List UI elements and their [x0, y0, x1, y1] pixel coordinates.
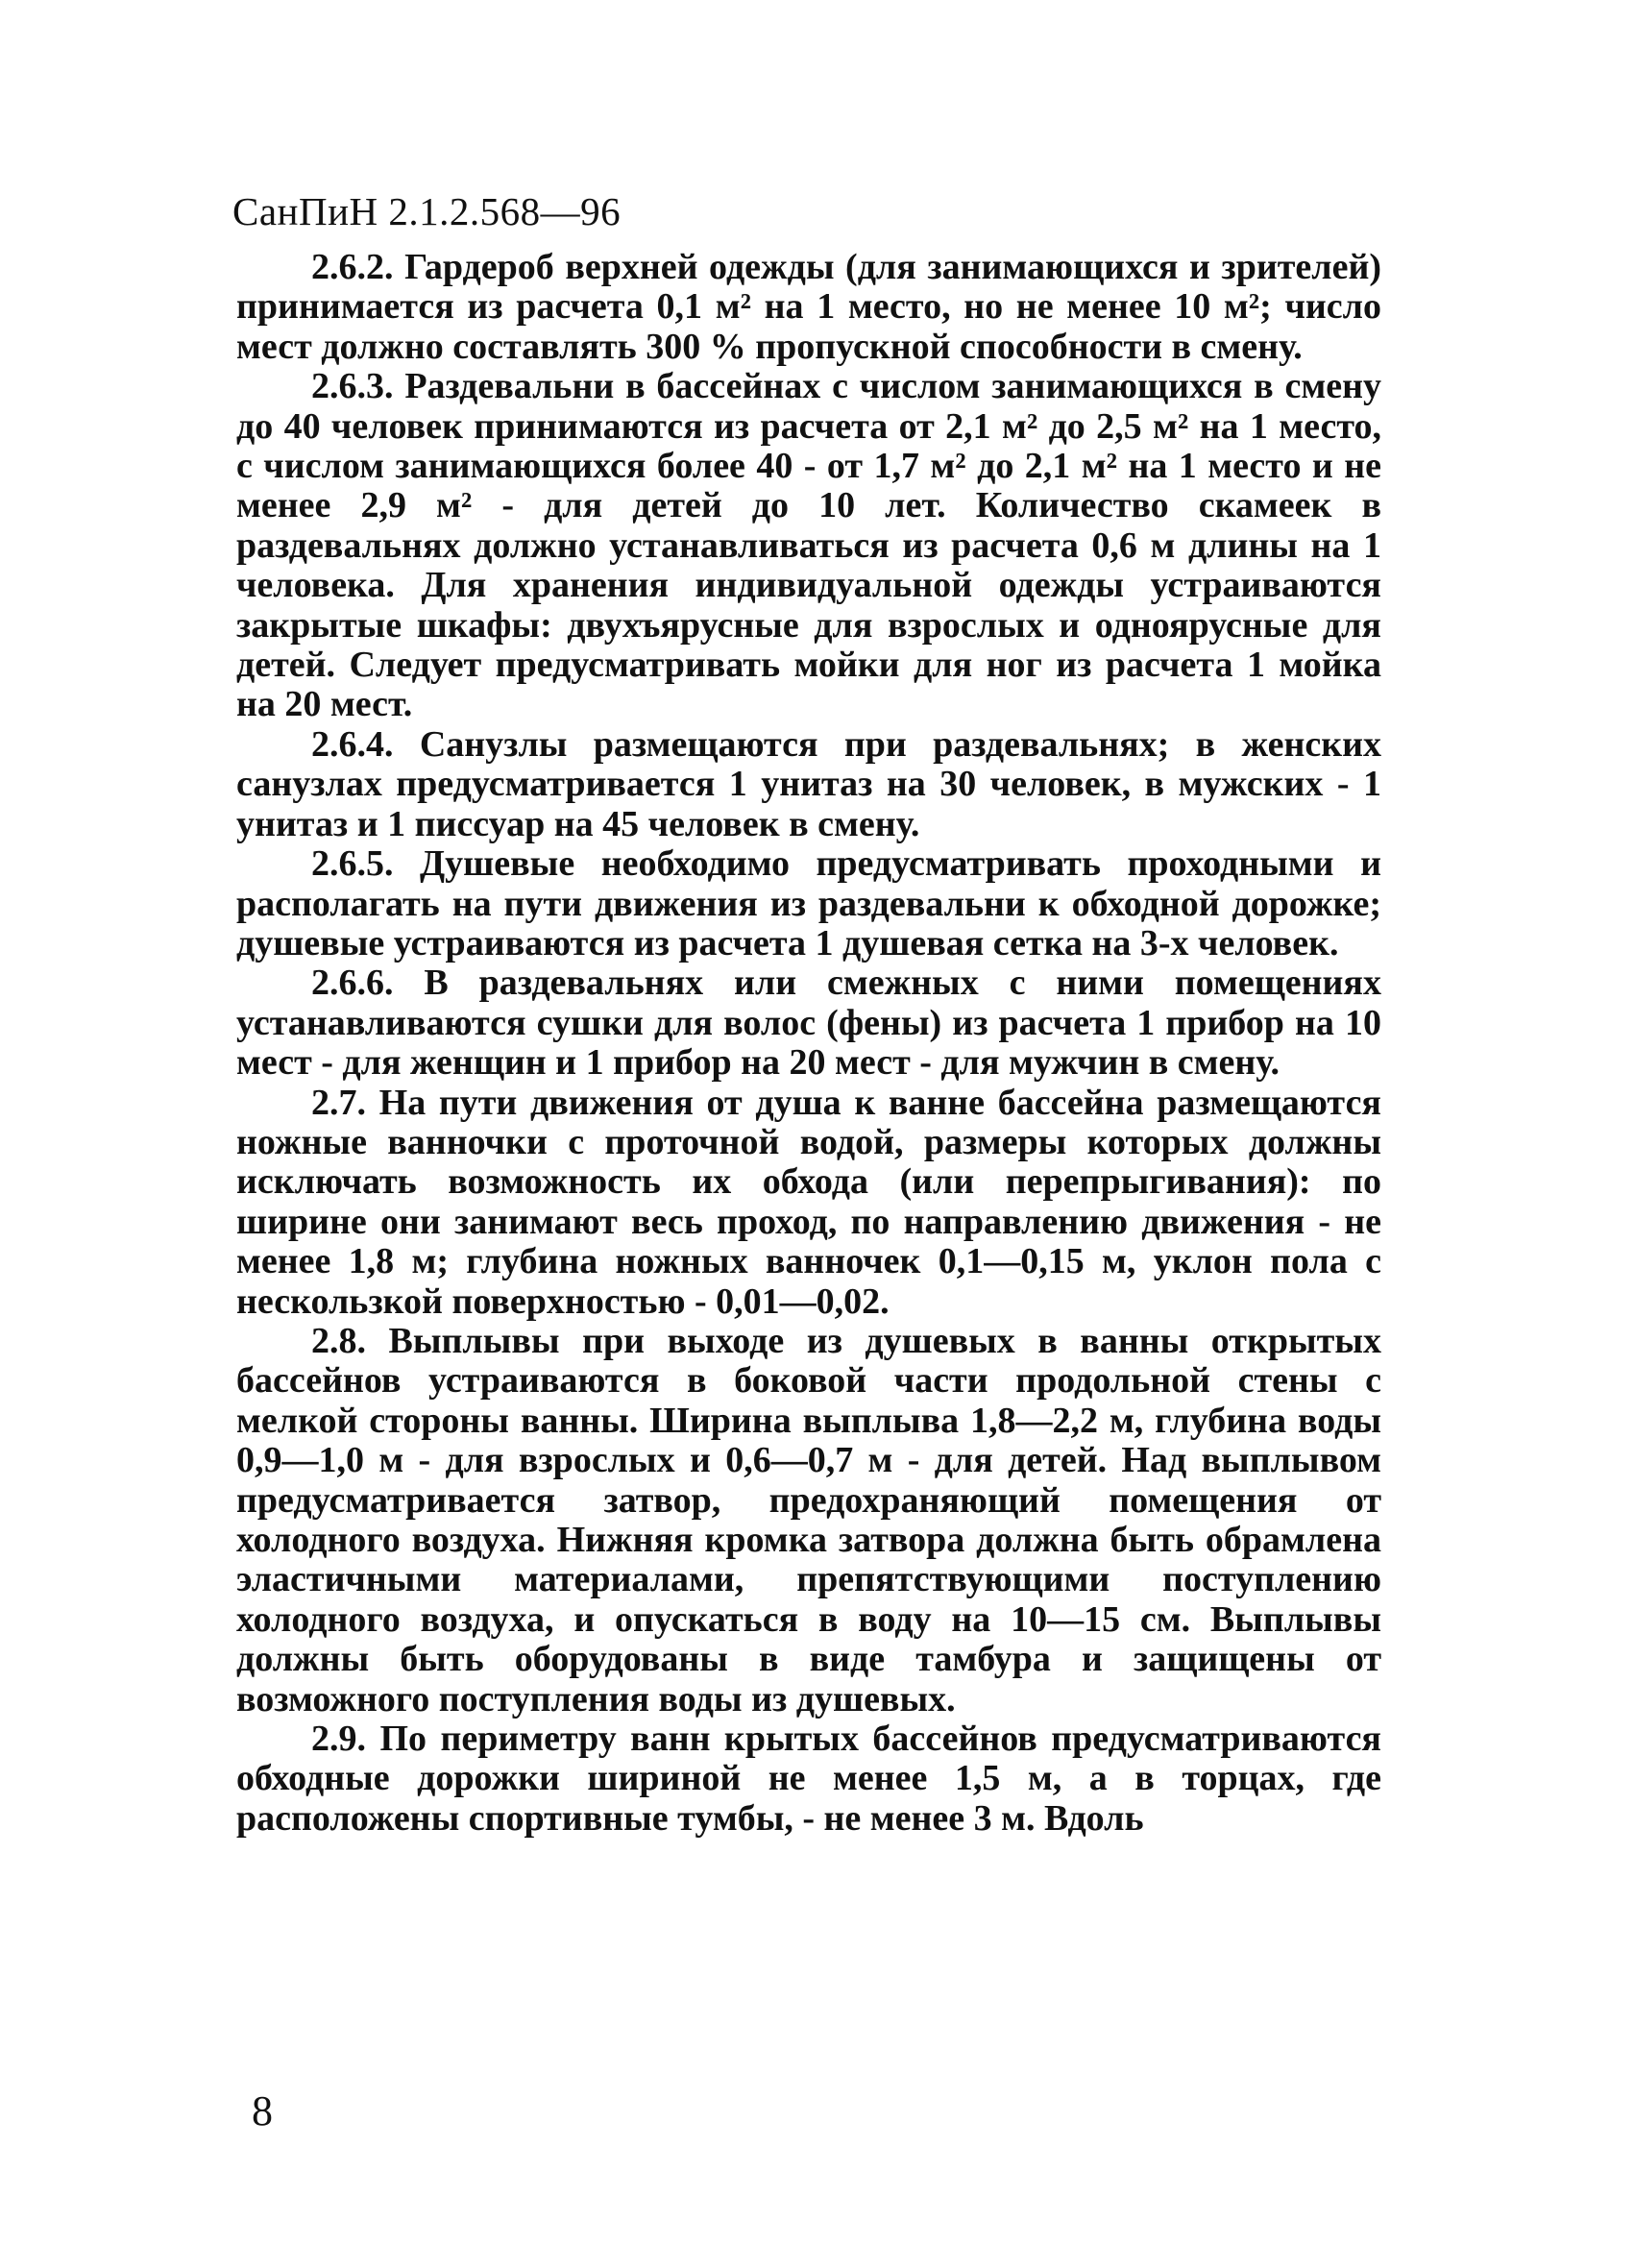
paragraph-2-6-4: 2.6.4. Санузлы размещаются при раздевальнях; в женских санузлах предусматривается 1 унитаз на 30 человек, в мужских - 1 унитаз и 1 писсуар на 45 человек в смену. [236, 723, 1381, 844]
paragraph-2-7: 2.7. На пути движения от душа к ванне бассейна размещаются ножные ванночки с проточной водой, размеры которых должны исключать возможность их обхода (или перепрыгивания): по ширине они занимают весь проход, по направлению движения - не менее 1,8 м; глубина ножных ванночек 0,1—0,15 м, уклон пола с нескользкой поверхностью - 0,01—0,02. [236, 1082, 1381, 1322]
page-number: 8 [252, 2087, 273, 2134]
paragraph-2-6-3: 2.6.3. Раздевальни в бассейнах с числом занимающихся в смену до 40 человек принимаются из расчета от 2,1 м² до 2,5 м² на 1 место, с числом занимающихся более 40 - от 1,7 м² до 2,1 м² на 1 место и не менее 2,9 м² - для детей до 10 лет. Количество скамеек в раздевальнях должно устанавливаться из расчета 0,6 м длины на 1 человека. Для хранения индивидуальной одежды устраиваются закрытые шкафы: двухъярусные для взрослых и одноярусные для детей. Следует предусматривать мойки для ног из расчета 1 мойка на 20 мест. [236, 366, 1381, 725]
document-body [236, 248, 1381, 1839]
paragraph-2-8: 2.8. Выплывы при выходе из душевых в ванны открытых бассейнов устраиваются в боковой части продольной стены с мелкой стороны ванны. Ширина выплыва 1,8—2,2 м, глубина воды 0,9—1,0 м - для взрослых и 0,6—0,7 м - для детей. Над выплывом предусматривается затвор, предохраняющий помещения от холодного воздуха. Нижняя кромка затвора должна быть обрамлена эластичными материалами, препятствующими поступлению холодного воздуха, и опускаться в воду на 10—15 см. Выплывы должны быть оборудованы в виде тамбура и защищены от возможного поступления воды из душевых. [236, 1320, 1381, 1719]
paragraph-2-6-2: 2.6.2. Гардероб верхней одежды (для занимающихся и зрителей) принимается из расчета 0,1 м² на 1 место, но не менее 10 м²; число мест должно составлять 300 % пропускной способности в смену. [236, 247, 1381, 367]
paragraph-2-9: 2.9. По периметру ванн крытых бассейнов предусматриваются обходные дорожки шириной не менее 1,5 м, а в торцах, где расположены спортивные тумбы, - не менее 3 м. Вдоль [236, 1719, 1381, 1839]
document-header: СанПиН 2.1.2.568—96 [232, 189, 622, 233]
paragraph-2-6-5: 2.6.5. Душевые необходимо предусматривать проходными и располагать на пути движения из раздевальни к обходной дорожке; душевые устраиваются из расчета 1 душевая сетка на 3-х человек. [236, 843, 1381, 963]
paragraph-2-6-6: 2.6.6. В раздевальнях или смежных с ними помещениях устанавливаются сушки для волос (фены) из расчета 1 прибор на 10 мест - для женщин и 1 прибор на 20 мест - для мужчин в смену. [236, 963, 1381, 1084]
